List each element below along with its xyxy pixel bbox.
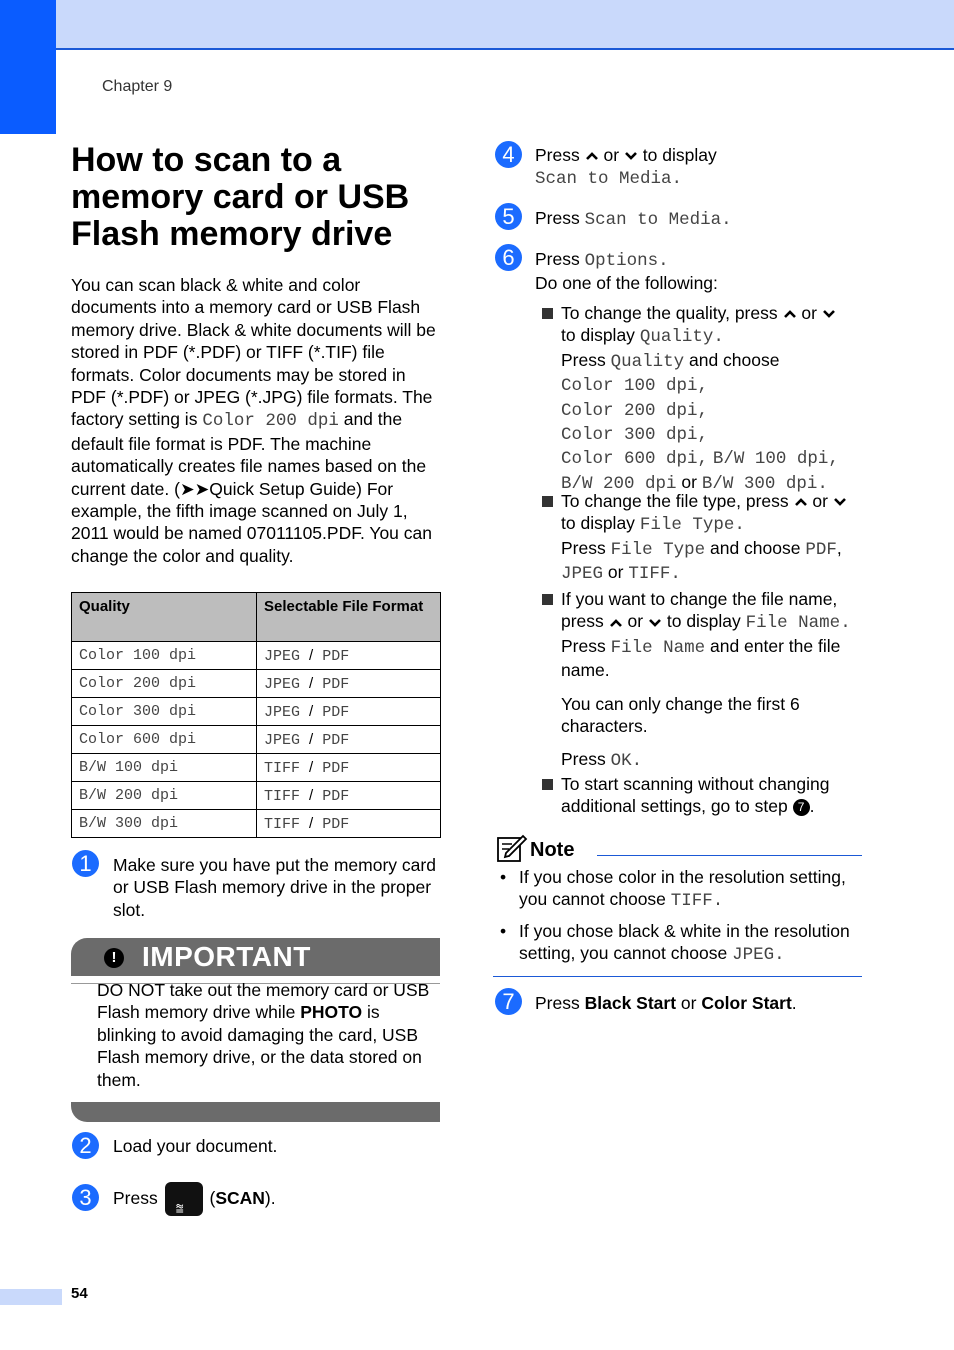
- table-cell-format: JPEG / PDF: [257, 670, 441, 698]
- chapter-tab: [0, 0, 56, 134]
- up-arrow-icon: [609, 617, 623, 629]
- table-cell-quality: Color 200 dpi: [72, 670, 257, 698]
- press-ok-text: Press OK.: [561, 749, 643, 772]
- step-1-number: 1: [72, 850, 99, 877]
- table-cell-format: JPEG / PDF: [257, 726, 441, 754]
- table-row: [72, 754, 441, 782]
- step-3-number: 3: [72, 1184, 99, 1211]
- important-footer: [71, 1102, 440, 1122]
- bullet-square-icon: [542, 779, 553, 790]
- step-1-text: Make sure you have put the memory card or USB Flash memory drive in the proper slot.: [113, 855, 436, 920]
- note-bottom-divider: [493, 976, 862, 977]
- scan-button-icon: ⩰: [165, 1182, 203, 1216]
- table-cell-format: JPEG / PDF: [257, 698, 441, 726]
- quality-option-item: To change the quality, press or to display Quality. Press Quality and choose Color 100 dpi, Color 200 dpi, Color 300 dpi, Color 600 dpi, B/W 100 dpi, B/W 200 dpi or B/W 300 dpi.: [542, 302, 861, 495]
- step-2-number: 2: [72, 1132, 99, 1159]
- table-cell-quality: B/W 300 dpi: [72, 810, 257, 838]
- step-2-text: Load your document.: [113, 1136, 278, 1156]
- table-row: [72, 642, 441, 670]
- page-number: 54: [71, 1285, 88, 1302]
- table-row: [72, 726, 441, 754]
- step-5-text: Press Scan to Media.: [535, 208, 732, 230]
- note-pencil-icon: [496, 833, 528, 863]
- file-name-limit-text: You can only change the first 6 characters.: [561, 693, 800, 737]
- note-item-2: • If you chose black & white in the resolution setting, you cannot choose JPEG.: [500, 921, 850, 966]
- up-arrow-icon: [585, 150, 599, 162]
- note-item-1: • If you chose color in the resolution setting, you cannot choose TIFF.: [500, 867, 846, 912]
- table-cell-format: TIFF / PDF: [257, 754, 441, 782]
- start-scan-option-item: To start scanning without changing additional settings, go to step 7 .: [542, 773, 861, 818]
- bullet-square-icon: [542, 594, 553, 605]
- page-number-tab: [0, 1289, 62, 1305]
- table-row: [72, 782, 441, 810]
- table-cell-quality: Color 300 dpi: [72, 698, 257, 726]
- header-band: [0, 0, 954, 50]
- table-cell-quality: B/W 100 dpi: [72, 754, 257, 782]
- table-cell-quality: Color 100 dpi: [72, 642, 257, 670]
- table-cell-quality: Color 600 dpi: [72, 726, 257, 754]
- step-6-text: Press Options. Do one of the following:: [535, 249, 718, 294]
- table-header-quality: Quality: [72, 593, 257, 642]
- step-7-ref-icon: 7: [793, 799, 810, 816]
- intro-text-3: Quick Setup Guide) For example, the fifth image scanned on July 1, 2011 would be named 07011105.PDF. You can change the color and quality.: [71, 478, 432, 566]
- bullet-square-icon: [542, 308, 553, 319]
- important-title: IMPORTANT: [142, 941, 311, 972]
- intro-text-1: You can scan black & white and color documents into a memory card or USB Flash memory drive. Black & white documents will be stored in PDF (*.PDF) or TIFF (*.TIF) file formats. Color documents may be stored in PDF (*.PDF) or JPEG (*.JPG) file formats. The factory setting is: [71, 275, 436, 430]
- note-title: Note: [530, 839, 575, 861]
- step-3-text: Press ⩰ (SCAN).: [113, 1180, 276, 1216]
- intro-code: Color 200 dpi: [202, 411, 339, 432]
- file-name-option-item: If you want to change the file name, press or to display File Name. Press File Name and enter the file name. You can only change the first 6 characters. Press OK.: [542, 588, 861, 773]
- note-divider: [597, 855, 862, 856]
- important-body: DO NOT take out the memory card or USB Flash memory drive while PHOTO is blinking to avoid damaging the card, USB Flash memory drive, or the data stored on them.: [97, 980, 430, 1090]
- photo-key-label: PHOTO: [300, 1002, 363, 1023]
- table-cell-format: TIFF / PDF: [257, 810, 441, 838]
- quality-table: [71, 592, 441, 838]
- up-arrow-icon: [783, 308, 797, 320]
- table-cell-quality: B/W 200 dpi: [72, 782, 257, 810]
- exclamation-icon: !: [104, 948, 124, 968]
- step-4-number: 4: [495, 141, 522, 168]
- down-arrow-icon: [624, 150, 638, 162]
- chapter-label: Chapter 9: [102, 78, 173, 95]
- page-title: How to scan to a memory card or USB Flash memory drive: [71, 141, 410, 253]
- color-start-label: Color Start: [701, 993, 792, 1013]
- step-6-number: 6: [495, 244, 522, 271]
- bullet-square-icon: [542, 496, 553, 507]
- table-row: [72, 698, 441, 726]
- table-cell-format: TIFF / PDF: [257, 782, 441, 810]
- down-arrow-icon: [648, 617, 662, 629]
- step-4-text: Press or to display Scan to Media.: [535, 145, 717, 190]
- important-header: [71, 938, 440, 976]
- table-row: [72, 810, 441, 838]
- black-start-label: Black Start: [584, 993, 677, 1013]
- step-7-text: Press Black Start or Color Start.: [535, 993, 797, 1013]
- down-arrow-icon: [822, 308, 836, 320]
- table-cell-format: JPEG / PDF: [257, 642, 441, 670]
- step-5-number: 5: [495, 203, 522, 230]
- down-arrow-icon: [833, 496, 847, 508]
- step-7-number: 7: [495, 988, 522, 1015]
- double-arrow-icon: ➤➤: [179, 478, 210, 499]
- file-type-option-item: To change the file type, press or to display File Type. Press File Type and choose PDF, JPEG or TIFF.: [542, 490, 861, 586]
- intro-text-2: and the default file format is PDF. The machine automatically creates file names based on the current date. (: [71, 409, 427, 499]
- note-header: [495, 833, 862, 865]
- intro-paragraph: [71, 274, 443, 567]
- up-arrow-icon: [794, 496, 808, 508]
- table-header-format: Selectable File Format: [257, 593, 441, 642]
- table-row: [72, 670, 441, 698]
